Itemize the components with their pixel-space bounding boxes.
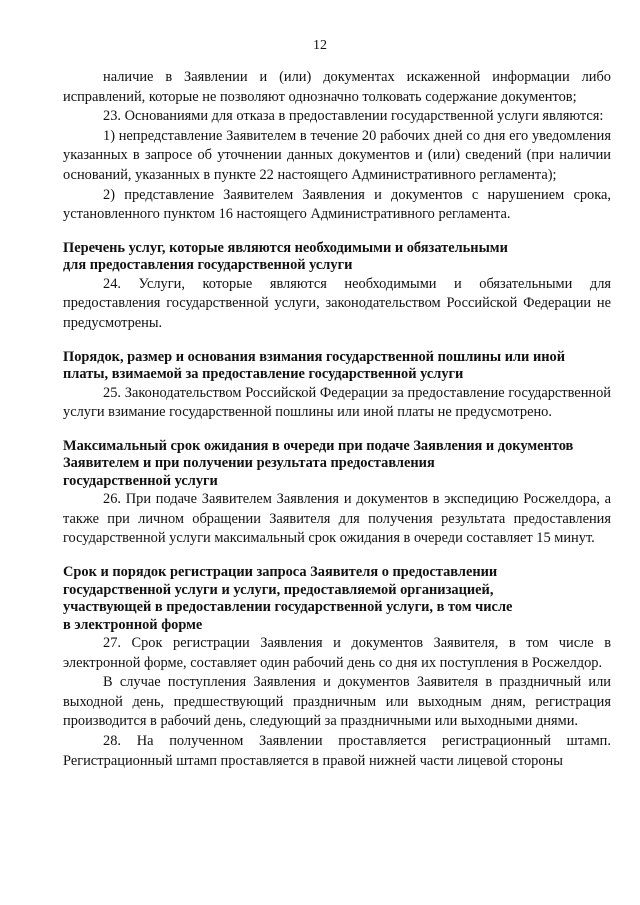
heading-line: Срок и порядок регистрации запроса Заявителя о предоставлении xyxy=(63,564,498,580)
paragraph: 26. При подаче Заявителем Заявления и документов в экспедицию Росжелдора, а также при личном обращении Заявителя для получения результата предоставления государственной услуги максимальный срок ожидания в очереди составляет 15 минут. xyxy=(63,491,611,547)
section-spacer xyxy=(63,334,611,349)
paragraph: 24. Услуги, которые являются необходимыми и обязательными для предоставления государственной услуги, законодательством Российской Федерации не предусмотрены. xyxy=(63,275,611,331)
heading-line: в электронной форме xyxy=(63,616,203,633)
section-spacer xyxy=(63,423,611,438)
heading-line: государственной услуги xyxy=(63,472,218,489)
paragraph: В случае поступления Заявления и документов Заявителя в праздничный или выходной день, предшествующий праздничным или выходным дням, регистрация производится в рабочий день, следующий за праздничными или выходными днями. xyxy=(63,674,611,730)
paragraph: 23. Основаниями для отказа в предоставлении государственной услуги являются: xyxy=(103,108,604,125)
section-heading xyxy=(63,564,611,634)
paragraph: 28. На полученном Заявлении проставляется регистрационный штамп. Регистрационный штамп проставляется в правой нижней части лицевой стороны xyxy=(63,732,611,769)
heading-line: участвующей в предоставлении государственной услуги, в том числе xyxy=(63,599,513,615)
heading-line: платы, взимаемой за предоставление государственной услуги xyxy=(63,366,464,383)
section-heading xyxy=(63,240,611,275)
page-number: 12 xyxy=(313,38,327,53)
heading-line: для предоставления государственной услуги xyxy=(63,257,353,274)
paragraph: 25. Законодательством Российской Федерации за предоставление государственной услуги взимание государственной пошлины или иной платы не предусмотрено. xyxy=(63,384,611,421)
section-heading xyxy=(63,349,611,384)
paragraph: наличие в Заявлении и (или) документах искаженной информации либо исправлений, которые не позволяют однозначно толковать содержание документов; xyxy=(63,69,611,105)
document-body xyxy=(63,68,611,771)
section-spacer xyxy=(63,549,611,564)
paragraph: 2) представление Заявителем Заявления и документов с нарушением срока, установленного пунктом 16 настоящего Административного регламента. xyxy=(63,186,611,223)
heading-line: Максимальный срок ожидания в очереди при подаче Заявления и документов xyxy=(63,437,574,454)
section-heading xyxy=(63,438,611,491)
paragraph: 1) непредставление Заявителем в течение 20 рабочих дней со дня его уведомления указанных в запросе об уточнении данных документов и (или) сведений (при наличии оснований, указанных в пункте 22 настоящего Административного регламента); xyxy=(63,127,611,183)
section-spacer xyxy=(63,225,611,240)
heading-line: государственной услуги и услуги, предоставляемой организацией, xyxy=(63,581,494,598)
heading-line: Перечень услуг, которые являются необходимыми и обязательными xyxy=(63,239,508,256)
paragraph: 27. Срок регистрации Заявления и документов Заявителя, в том числе в электронной форме, составляет один рабочий день со дня их поступления в Росжелдор. xyxy=(63,635,611,671)
heading-line: Заявителем и при получении результата предоставления xyxy=(63,455,435,472)
heading-line: Порядок, размер и основания взимания государственной пошлины или иной xyxy=(63,348,566,365)
